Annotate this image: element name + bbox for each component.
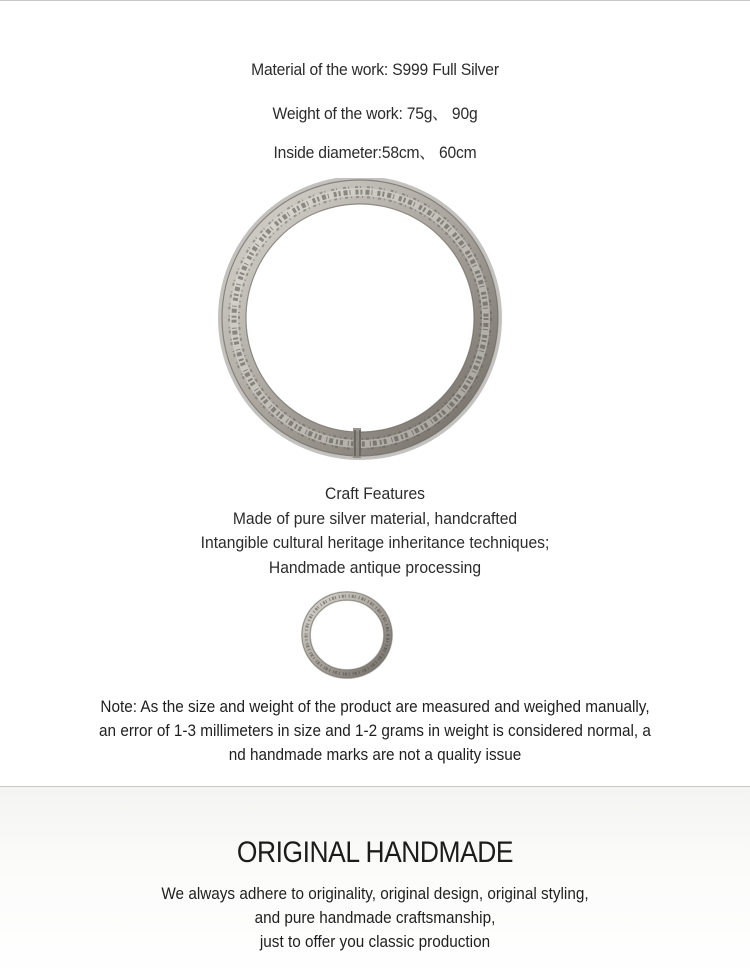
silver-bangle-image [215,178,505,468]
craft-heading: Craft Features [325,484,425,503]
craft-line-1: Made of pure silver material, handcrafted [232,508,518,528]
material-spec: Material of the work: S999 Full Silver [251,60,499,79]
craft-line-2: Intangible cultural heritage inheritance techniques; [200,533,550,552]
footer-statement [0,882,750,954]
note-line-1: Note: As the size and weight of the product are measured and weighed manually, [100,697,650,716]
top-divider [0,0,750,1]
craft-line-3: Handmade antique processing [268,557,482,577]
small-bangle-image [300,590,394,680]
note-line-3: nd handmade marks are not a quality issue [228,745,522,764]
footer-title: ORIGINAL HANDMADE [236,836,514,869]
craft-features [0,482,750,580]
diameter-spec: Inside diameter:58cm、 60cm [273,143,477,162]
footer-line-1: We always adhere to originality, original design, original styling, [161,884,589,903]
footer-line-3: just to offer you classic production [259,932,491,951]
disclaimer-note [0,695,750,767]
weight-spec: Weight of the work: 75g、 90g [272,104,478,123]
footer-line-2: and pure handmade craftsmanship, [254,908,496,927]
note-line-2: an error of 1-3 millimeters in size and 1-2 grams in weight is considered normal, a [99,721,651,740]
